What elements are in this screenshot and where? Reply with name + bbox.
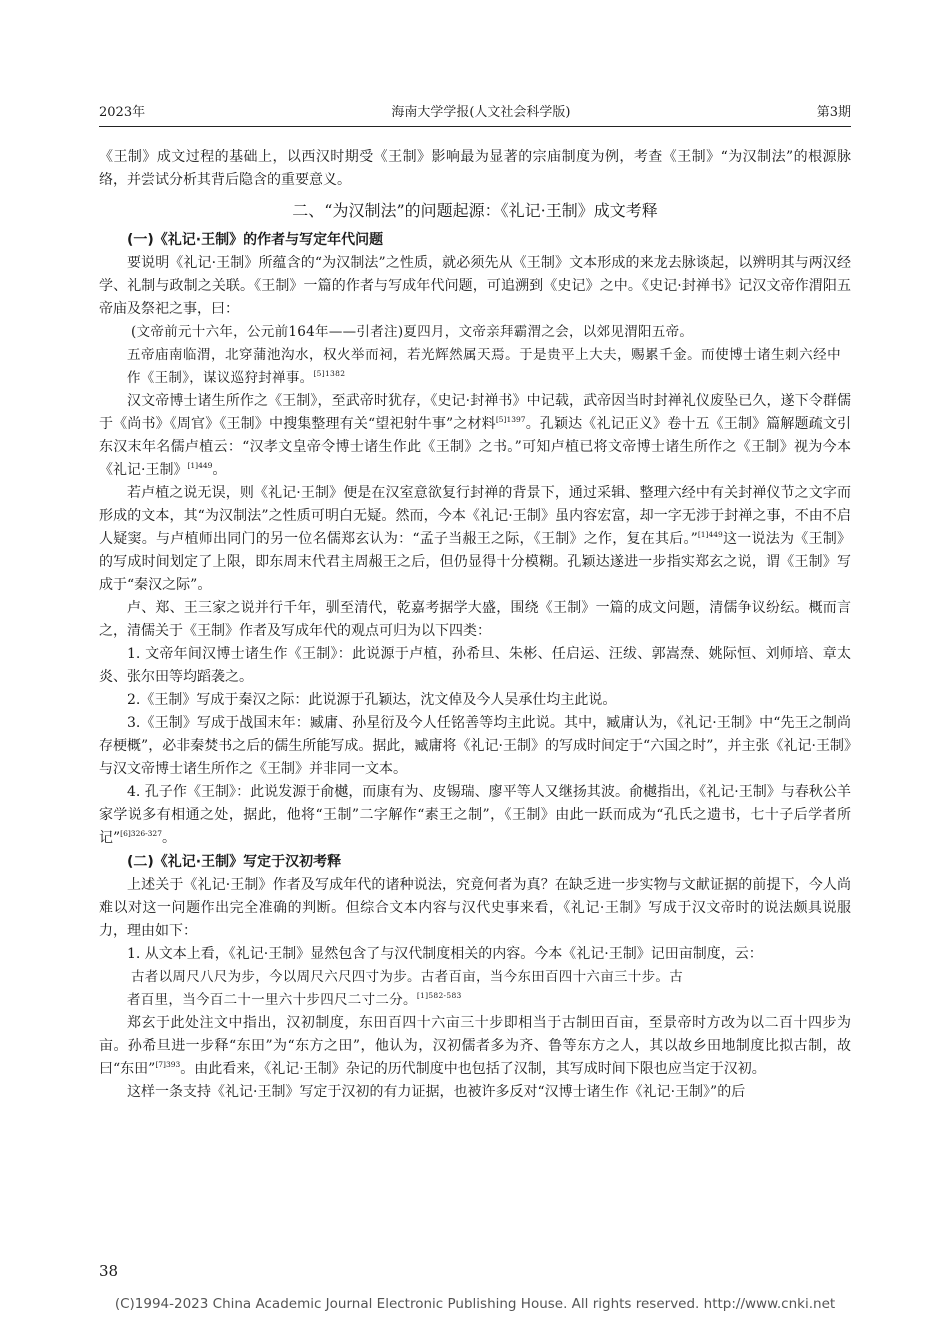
list-item: 1. 文帝年间汉博士诸生作《王制》：此说源于卢植，孙希旦、朱彬、任启运、汪绂、郭嵩焘、姚际恒、刘师培、章太炎、张尔田等均蹈袭之。 — [99, 646, 851, 685]
paragraph-text: 这一说法为《王制》的写成时间划定了上限，即东周末代君主周赧王之后，但仍显得十分模糊。孔颖达遂进一步指实郑玄之说，谓《王制》写成于“秦汉之际”。 — [99, 531, 852, 593]
paragraph-text: 。孔颖达《礼记正义》卷十五《王制》篇解题疏文引东汉末年名儒卢植云：“汉孝文皇帝令博士诸生作此《王制》之书。”可知卢植已将文帝博士诸生所作之《王制》视为今本《礼记·王制》 — [99, 416, 851, 478]
list-item: 3.《王制》写成于战国末年：臧庸、孙星衍及今人任铭善等均主此说。其中，臧庸认为，《礼记·王制》中“先王之制尚存梗概”，必非秦焚书之后的儒生所能写成。据此，臧庸将《礼记·王制》的写成时间定于“六国之时”，并主张《礼记·王制》与汉文帝博士诸生所作之《王制》并非同一文本。 — [99, 715, 851, 777]
header-journal: 海南大学学报(人文社会科学版) — [391, 105, 571, 120]
list-item: 2.《王制》写成于秦汉之际：此说源于孔颖达，沈文倬及今人吴承仕均主此说。 — [127, 692, 617, 708]
block-quote-line: (文帝前元十六年，公元前164年——引者注)夏四月，文帝亲拜霸渭之会，以郊见渭阳五帝。 — [131, 324, 694, 340]
header-year: 2023年 — [99, 105, 146, 120]
page-number: 38 — [99, 1262, 119, 1280]
paragraph-text: 汉文帝博士诸生所作之《王制》，至武帝时犹存，《史记·封禅书》中记载，武帝因当时封禅礼仪废坠已久，遂下令群儒于《尚书》《周官》《王制》中搜集整理有关“望祀射牛事”之材料 — [99, 393, 851, 432]
header-issue: 第3期 — [816, 105, 851, 120]
copyright-footer: (C)1994-2023 China Academic Journal Electronic Publishing House. All rights reserved. http://www.cnki.net — [114, 1296, 836, 1312]
section-title: 二、“为汉制法”的问题起源：《礼记·王制》成文考释 — [292, 201, 658, 220]
citation: [6]326-327 — [120, 829, 162, 838]
block-quote-text: 者百里，当今百二十一里六十步四尺二寸二分。 — [127, 992, 417, 1008]
list-item-text: 4. 孔子作《王制》：此说发源于俞樾，而康有为、皮锡瑞、廖平等人又继扬其波。俞樾指出，《礼记·王制》与春秋公羊家学说多有相通之处，据此，他将“王制”二字解作“素王之制”，《王制》由此一跃而成为“孔氏之遗书，七十子后学者所记” — [99, 784, 851, 846]
running-header — [99, 104, 851, 122]
block-quote-text: 五帝庙南临渭，北穿蒲池沟水，权火举而祠，若光辉然属天焉。于是贵平上大夫，赐累千金。而使博士诸生刺六经中作《王制》，谋议巡狩封禅事。 — [127, 347, 841, 386]
paragraph: 《王制》成文过程的基础上，以西汉时期受《王制》影响最为显著的宗庙制度为例，考查《王制》“为汉制法”的根源脉络，并尝试分析其背后隐含的重要意义。 — [99, 149, 851, 188]
citation: [1]449 — [187, 461, 213, 470]
paragraph: 要说明《礼记·王制》所蕴含的“为汉制法”之性质，就必须先从《王制》文本形成的来龙去脉谈起，以辨明其与两汉经学、礼制与政制之关联。《王制》一篇的作者与写成年代问题，可追溯到《史记》之中。《史记·封禅书》记汉文帝作渭阳五帝庙及祭祀之事，曰： — [99, 255, 851, 317]
subsection-title: (一)《礼记·王制》的作者与写定年代问题 — [127, 232, 384, 248]
paragraph: 卢、郑、王三家之说并行千年，驯至清代，乾嘉考据学大盛，围绕《王制》一篇的成文问题，清儒争议纷纭。概而言之，清儒关于《王制》作者及写成年代的观点可归为以下四类： — [99, 600, 851, 639]
block-quote-line: 古者以周尺八尺为步，今以周尺六尺四寸为步。古者百亩，当今东田百四十六亩三十步。古 — [131, 969, 683, 985]
paragraph-text: 。 — [212, 462, 227, 478]
paragraph: 1. 从文本上看，《礼记·王制》显然包含了与汉代制度相关的内容。今本《礼记·王制》记田亩制度，云： — [127, 946, 763, 962]
paragraph — [99, 390, 851, 482]
citation: [5]1397 — [495, 415, 526, 424]
paragraph — [99, 1012, 851, 1081]
paragraph: 这样一条支持《礼记·王制》写定于汉初的有力证据，也被许多反对“汉博士诸生作《礼记·王制》”的后 — [127, 1084, 746, 1100]
list-item-text: 。 — [161, 830, 176, 846]
paragraph-text: 若卢植之说无误，则《礼记·王制》便是在汉室意欲复行封禅的背景下，通过采辑、整理六经中有关封禅仪节之文字而形成的文本，其“为汉制法”之性质可明白无疑。然而，今本《礼记·王制》虽内容宏富，却一字无涉于封禅之事，不由不启人疑窦。与卢植师出同门的另一位名儒郑玄认为：“孟子当赧王之际，《王制》之作，复在其后。” — [99, 485, 851, 547]
citation: [7]393 — [155, 1060, 181, 1069]
paragraph-text: 。由此看来，《礼记·王制》杂记的历代制度中也包括了汉制，其写成时间下限也应当定于汉初。 — [180, 1061, 766, 1077]
citation: [5]1382 — [313, 369, 346, 378]
paragraph — [99, 482, 851, 597]
paragraph-text: 郑玄于此处注文中指出，汉初制度，东田百四十六亩三十步即相当于古制田百亩，至景帝时方改为以二百十四步为亩。孙希旦进一步释“东田”为“东方之田”，他认为，汉初儒者多为齐、鲁等东方之人，其以故乡田地制度比拟古制，故曰“东田” — [99, 1015, 851, 1077]
paragraph: 上述关于《礼记·王制》作者及写成年代的诸种说法，究竟何者为真？在缺乏进一步实物与文献证据的前提下，今人尚难以对这一问题作出完全准确的判断。但综合文本内容与汉代史事来看，《礼记·王制》写成于汉文帝时的说法颇具说服力，理由如下： — [99, 877, 851, 939]
citation: [1]449 — [697, 530, 723, 539]
block-quote — [99, 344, 851, 390]
list-item — [99, 781, 851, 850]
header-rule — [99, 126, 851, 127]
citation: [1]582-583 — [416, 991, 462, 1000]
article-body — [99, 146, 851, 1104]
block-quote — [99, 989, 851, 1012]
subsection-title: (二)《礼记·王制》写定于汉初考释 — [127, 854, 342, 870]
